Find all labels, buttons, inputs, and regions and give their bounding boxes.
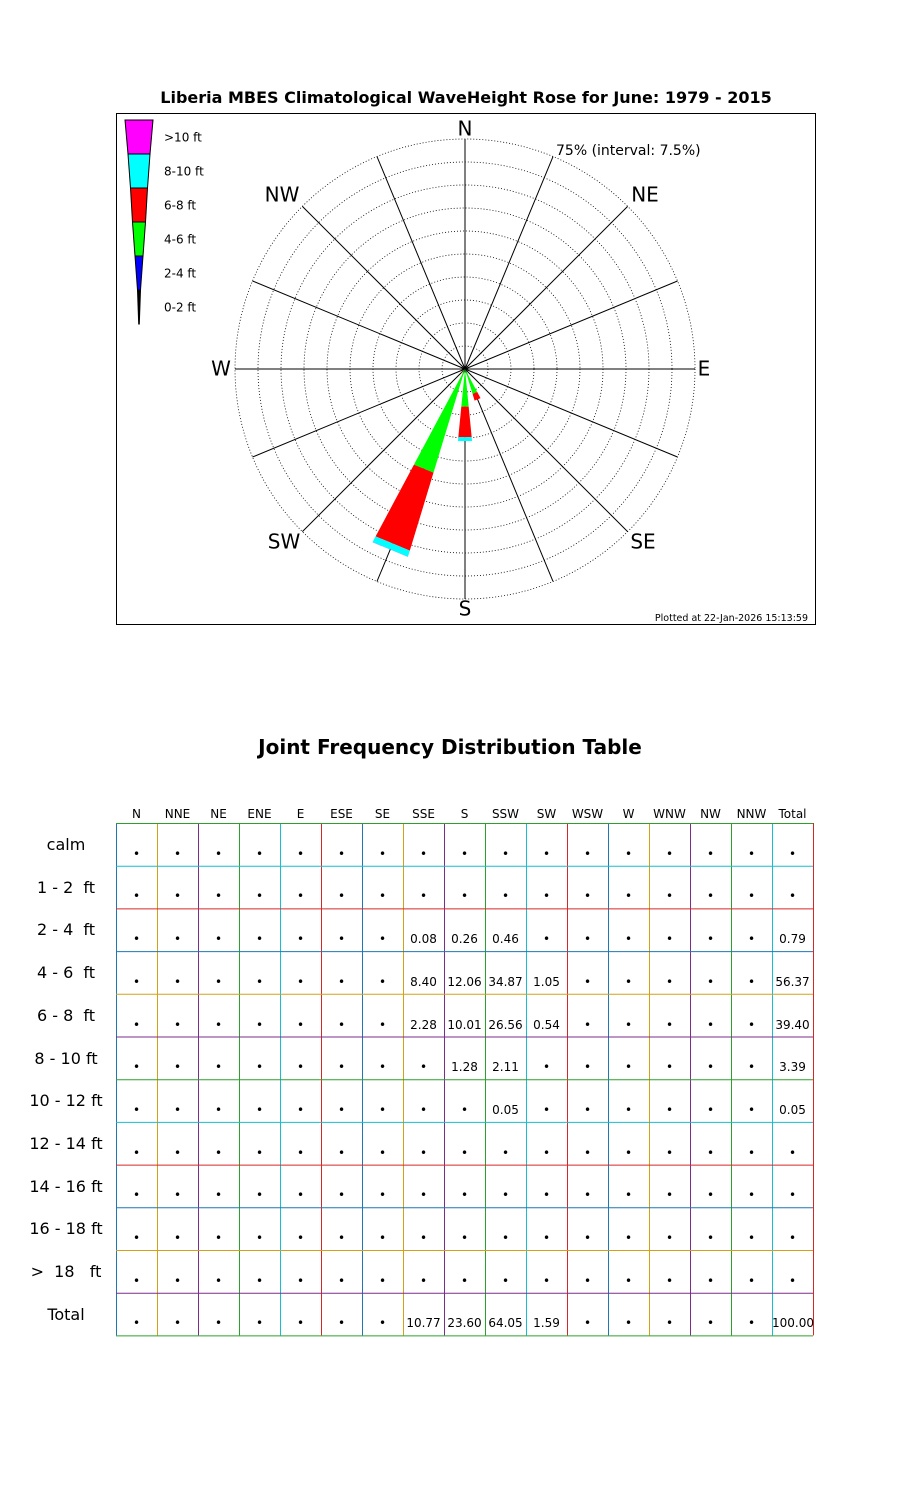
column-header-total: Total xyxy=(778,807,807,821)
table-cell: • xyxy=(624,974,633,989)
row-header: 6 - 8 ft xyxy=(36,1005,96,1025)
table-cell: • xyxy=(378,1316,387,1331)
table-cell: • xyxy=(255,1188,264,1203)
table-cell: • xyxy=(214,974,223,989)
table-cell: • xyxy=(255,1231,264,1245)
table-cell: • xyxy=(173,974,182,989)
table-cell: • xyxy=(501,846,510,861)
table-cell: • xyxy=(132,1316,141,1331)
table-cell: • xyxy=(706,889,715,904)
table-cell: • xyxy=(460,1102,469,1117)
table-cell: • xyxy=(583,1316,592,1331)
table-cell: • xyxy=(542,1188,551,1203)
table-cell: 0.05 xyxy=(492,1102,519,1117)
table-cell: • xyxy=(460,1273,469,1288)
table-cell: • xyxy=(583,932,592,947)
table-cell: • xyxy=(132,1060,141,1075)
table-cell: • xyxy=(706,1231,715,1245)
row-header: 1 - 2 ft xyxy=(36,877,96,897)
table-cell: • xyxy=(255,1102,264,1117)
table-cell: • xyxy=(132,1102,141,1117)
table-cell: • xyxy=(706,1273,715,1288)
table-cell: • xyxy=(665,1273,674,1288)
column-header-ene: ENE xyxy=(247,807,272,821)
table-cell: • xyxy=(419,1060,428,1075)
table-cell: • xyxy=(255,974,264,989)
table-cell: • xyxy=(747,1231,756,1245)
table-cell: • xyxy=(706,1060,715,1075)
table-cell: • xyxy=(788,1188,797,1203)
table-cell: • xyxy=(583,1145,592,1160)
table-cell: • xyxy=(747,1188,756,1203)
table-cell: 10.01 xyxy=(447,1017,482,1032)
table-cell: • xyxy=(706,1145,715,1160)
table-cell: • xyxy=(624,1188,633,1203)
table-cell: • xyxy=(624,1231,633,1245)
table-cell: • xyxy=(788,846,797,861)
table-cell: • xyxy=(542,1060,551,1075)
rose-title: Liberia MBES Climatological WaveHeight Rose for June: 1979 - 2015 xyxy=(160,88,772,107)
table-cell: • xyxy=(378,1060,387,1075)
table-cell: • xyxy=(255,846,264,861)
table-cell: • xyxy=(706,932,715,947)
table-cell: • xyxy=(296,1316,305,1331)
table-cell: • xyxy=(788,1231,797,1245)
table-cell: • xyxy=(706,1188,715,1203)
row-header: 12 - 14 ft xyxy=(29,1133,103,1153)
interval-label: 75% (interval: 7.5%) xyxy=(556,143,701,159)
table-cell: 0.08 xyxy=(410,932,437,947)
table-cell: • xyxy=(583,1188,592,1203)
table-cell: • xyxy=(665,1017,674,1032)
table-cell: • xyxy=(173,1316,182,1331)
table-cell: • xyxy=(214,1316,223,1331)
table-cell: 2.11 xyxy=(492,1060,519,1075)
table-cell: 64.05 xyxy=(488,1316,523,1331)
legend-label: 8-10 ft xyxy=(164,164,204,179)
column-header-nne: NNE xyxy=(164,807,191,821)
table-cell: • xyxy=(173,1145,182,1160)
column-header-ssw: SSW xyxy=(491,807,520,821)
table-cell: • xyxy=(337,932,346,947)
table-cell: • xyxy=(132,889,141,904)
table-cell: • xyxy=(255,1145,264,1160)
table-cell: • xyxy=(542,1273,551,1288)
table-cell: • xyxy=(378,974,387,989)
table-cell: • xyxy=(255,1316,264,1331)
table-cell: • xyxy=(624,846,633,861)
table-cell: 39.40 xyxy=(775,1017,810,1032)
table-cell: • xyxy=(214,1017,223,1032)
table-cell: • xyxy=(296,1273,305,1288)
legend-label: 4-6 ft xyxy=(164,232,197,247)
table-cell: • xyxy=(706,846,715,861)
table-cell: 1.28 xyxy=(451,1060,478,1075)
table-cell: • xyxy=(419,1145,428,1160)
compass-label-w: W xyxy=(211,356,231,381)
table-cell: • xyxy=(214,1102,223,1117)
table-cell: • xyxy=(255,932,264,947)
table-cell: • xyxy=(173,932,182,947)
table-cell: • xyxy=(460,1145,469,1160)
table-cell: 26.56 xyxy=(488,1017,523,1032)
table-cell: • xyxy=(665,932,674,947)
table-cell: • xyxy=(501,1145,510,1160)
column-header-nnw: NNW xyxy=(736,807,767,821)
table-cell: 0.79 xyxy=(779,932,806,947)
table-cell: • xyxy=(583,846,592,861)
row-header: Total xyxy=(47,1304,85,1324)
table-cell: • xyxy=(460,889,469,904)
table-cell: • xyxy=(747,846,756,861)
column-header-s: S xyxy=(460,807,469,821)
column-header-w: W xyxy=(622,807,635,821)
table-cell: • xyxy=(132,1231,141,1245)
table-cell: • xyxy=(337,1102,346,1117)
table-cell: • xyxy=(214,1145,223,1160)
table-cell: 12.06 xyxy=(447,974,482,989)
table-cell: • xyxy=(747,1273,756,1288)
table-cell: • xyxy=(132,1017,141,1032)
table-cell: • xyxy=(296,1188,305,1203)
table-cell: • xyxy=(419,1188,428,1203)
table-cell: • xyxy=(665,1060,674,1075)
row-header: 2 - 4 ft xyxy=(36,920,96,940)
table-cell: • xyxy=(665,974,674,989)
table-cell: • xyxy=(214,1188,223,1203)
table-cell: • xyxy=(255,889,264,904)
row-header: 8 - 10 ft xyxy=(34,1048,98,1068)
table-cell: • xyxy=(419,889,428,904)
table-cell: • xyxy=(747,1145,756,1160)
table-cell: • xyxy=(337,1017,346,1032)
table-cell: • xyxy=(788,1145,797,1160)
table-cell: • xyxy=(624,932,633,947)
table-cell: 34.87 xyxy=(488,974,523,989)
plotted-label: Plotted at 22-Jan-2026 15:13:59 xyxy=(654,613,808,624)
row-header: 10 - 12 ft xyxy=(29,1091,103,1111)
table-cell: • xyxy=(501,1231,510,1245)
table-cell: • xyxy=(583,1231,592,1245)
table-cell: • xyxy=(296,1017,305,1032)
table-cell: • xyxy=(665,1102,674,1117)
table-cell: • xyxy=(378,889,387,904)
compass-label-nw: NW xyxy=(264,182,300,207)
column-header-e: E xyxy=(296,807,305,821)
table-cell: • xyxy=(296,1145,305,1160)
column-header-ese: ESE xyxy=(330,807,353,821)
compass-label-n: N xyxy=(457,116,473,141)
table-cell: 1.59 xyxy=(533,1316,560,1331)
row-header: 4 - 6 ft xyxy=(36,963,96,983)
table-cell: • xyxy=(296,889,305,904)
table-cell: • xyxy=(173,1017,182,1032)
table-cell: • xyxy=(624,1102,633,1117)
table-cell: • xyxy=(214,889,223,904)
compass-label-sw: SW xyxy=(267,529,301,554)
column-header-n: N xyxy=(132,807,141,821)
column-header-wsw: WSW xyxy=(571,807,604,821)
column-header-nw: NW xyxy=(700,807,721,821)
table-cell: • xyxy=(419,1102,428,1117)
table-cell: • xyxy=(624,1017,633,1032)
table-cell: • xyxy=(747,932,756,947)
table-cell: • xyxy=(460,1231,469,1245)
table-cell: 2.28 xyxy=(410,1017,437,1032)
table-cell: • xyxy=(583,1273,592,1288)
compass-label-s: S xyxy=(458,596,472,621)
column-header-ne: NE xyxy=(210,807,227,821)
row-header: 14 - 16 ft xyxy=(29,1176,103,1196)
table-cell: • xyxy=(378,1102,387,1117)
legend-label: 6-8 ft xyxy=(164,198,197,213)
table-cell: • xyxy=(296,1102,305,1117)
table-cell: • xyxy=(296,1060,305,1075)
table-cell: 3.39 xyxy=(779,1060,806,1075)
table-cell: 0.05 xyxy=(779,1102,806,1117)
column-header-wnw: WNW xyxy=(653,807,686,821)
column-header-sw: SW xyxy=(536,807,557,821)
table-cell: • xyxy=(583,974,592,989)
row-header: > 18 ft xyxy=(30,1262,102,1281)
table-cell: • xyxy=(337,1231,346,1245)
compass-label-e: E xyxy=(697,356,711,381)
table-cell: • xyxy=(337,1145,346,1160)
table-cell: • xyxy=(419,1273,428,1288)
table-cell: • xyxy=(173,1231,182,1245)
table-cell: • xyxy=(296,932,305,947)
table-cell: • xyxy=(706,974,715,989)
table-cell: • xyxy=(706,1316,715,1331)
table-cell: 0.54 xyxy=(533,1017,560,1032)
table-cell: • xyxy=(583,1102,592,1117)
table-cell: • xyxy=(337,1060,346,1075)
table-cell: • xyxy=(665,846,674,861)
table-cell: • xyxy=(378,1273,387,1288)
table-cell: • xyxy=(337,1188,346,1203)
table-cell: • xyxy=(214,1060,223,1075)
table-cell: • xyxy=(296,1231,305,1245)
table-cell: • xyxy=(747,974,756,989)
compass-label-ne: NE xyxy=(631,182,659,207)
column-header-se: SE xyxy=(374,807,391,821)
table-cell: 23.60 xyxy=(447,1316,482,1331)
table-cell: • xyxy=(132,932,141,947)
table-cell: • xyxy=(378,1145,387,1160)
table-cell: • xyxy=(747,1316,756,1331)
table-cell: • xyxy=(788,1273,797,1288)
table-cell: • xyxy=(624,1273,633,1288)
table-cell: • xyxy=(419,1231,428,1245)
legend-label: >10 ft xyxy=(164,130,202,145)
table-cell: • xyxy=(337,974,346,989)
table-cell: • xyxy=(132,1273,141,1288)
table-cell: • xyxy=(624,889,633,904)
legend-label: 0-2 ft xyxy=(164,300,197,315)
table-cell: • xyxy=(173,1060,182,1075)
table-cell: • xyxy=(542,846,551,861)
table-cell: • xyxy=(378,1231,387,1245)
table-cell: • xyxy=(542,1102,551,1117)
table-cell: • xyxy=(255,1060,264,1075)
table-cell: • xyxy=(132,1145,141,1160)
table-title: Joint Frequency Distribution Table xyxy=(258,735,642,759)
table-cell: • xyxy=(173,889,182,904)
table-cell: • xyxy=(665,1145,674,1160)
compass-label-se: SE xyxy=(630,529,656,554)
table-cell: • xyxy=(419,846,428,861)
table-cell: • xyxy=(296,974,305,989)
table-cell: • xyxy=(173,846,182,861)
table-cell: • xyxy=(296,846,305,861)
table-cell: • xyxy=(337,1316,346,1331)
table-cell: • xyxy=(378,1017,387,1032)
table-cell: • xyxy=(624,1060,633,1075)
table-cell: • xyxy=(706,1017,715,1032)
table-cell: • xyxy=(173,1273,182,1288)
table-cell: • xyxy=(378,846,387,861)
table-cell: • xyxy=(501,1188,510,1203)
table-cell: • xyxy=(337,846,346,861)
table-cell: 0.26 xyxy=(451,932,478,947)
row-header: calm xyxy=(46,835,86,854)
table-cell: • xyxy=(788,889,797,904)
table-cell: • xyxy=(583,889,592,904)
table-cell: • xyxy=(542,1231,551,1245)
table-cell: • xyxy=(542,932,551,947)
table-cell: 10.77 xyxy=(406,1316,441,1331)
table-cell: • xyxy=(460,1188,469,1203)
table-cell: • xyxy=(337,1273,346,1288)
table-cell: • xyxy=(747,1060,756,1075)
table-cell: • xyxy=(214,846,223,861)
table-cell: • xyxy=(173,1188,182,1203)
table-cell: • xyxy=(214,1231,223,1245)
table-cell: • xyxy=(747,889,756,904)
table-cell: • xyxy=(378,1188,387,1203)
table-cell: • xyxy=(583,1060,592,1075)
table-cell: • xyxy=(255,1017,264,1032)
table-cell: 100.00 xyxy=(772,1316,814,1331)
table-cell: • xyxy=(214,1273,223,1288)
table-cell: 56.37 xyxy=(775,974,810,989)
table-cell: • xyxy=(542,889,551,904)
table-cell: • xyxy=(173,1102,182,1117)
column-header-sse: SSE xyxy=(412,807,435,821)
table-cell: • xyxy=(501,1273,510,1288)
table-cell: • xyxy=(624,1316,633,1331)
table-cell: • xyxy=(255,1273,264,1288)
table-cell: • xyxy=(501,889,510,904)
table-cell: • xyxy=(132,1188,141,1203)
table-cell: 8.40 xyxy=(410,974,437,989)
table-cell: 1.05 xyxy=(533,974,560,989)
table-cell: • xyxy=(583,1017,592,1032)
table-cell: 0.46 xyxy=(492,932,519,947)
table-cell: • xyxy=(542,1145,551,1160)
table-cell: • xyxy=(132,846,141,861)
table-cell: • xyxy=(132,974,141,989)
table-cell: • xyxy=(665,889,674,904)
table-cell: • xyxy=(665,1188,674,1203)
table-cell: • xyxy=(214,932,223,947)
table-cell: • xyxy=(747,1017,756,1032)
table-cell: • xyxy=(337,889,346,904)
table-cell: • xyxy=(624,1145,633,1160)
table-cell: • xyxy=(665,1316,674,1331)
table-cell: • xyxy=(747,1102,756,1117)
table-cell: • xyxy=(460,846,469,861)
row-header: 16 - 18 ft xyxy=(29,1219,103,1239)
table-cell: • xyxy=(665,1231,674,1245)
table-cell: • xyxy=(706,1102,715,1117)
legend-label: 2-4 ft xyxy=(164,266,197,281)
table-cell: • xyxy=(378,932,387,947)
